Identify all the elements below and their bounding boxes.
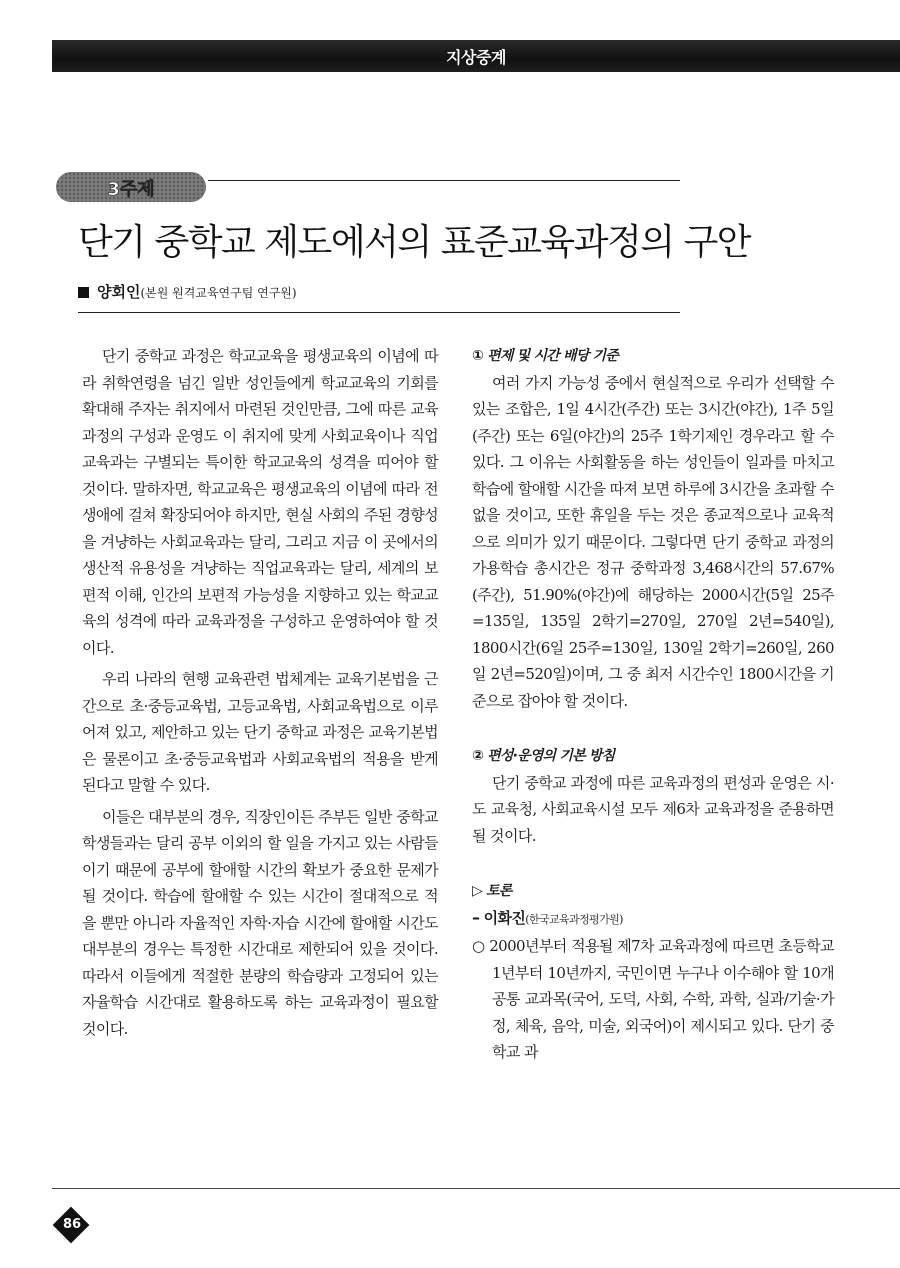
body-paragraph: 단기 중학교 과정에 따른 교육과정의 편성과 운영은 시·도 교육청, 사회교육시설 모두 제6차 교육과정을 준용하면 될 것이다. (472, 773, 834, 845)
speaker-name: 이화진 (483, 908, 526, 927)
footer-divider (52, 1188, 900, 1189)
byline-divider (78, 312, 680, 313)
byline (78, 281, 297, 302)
discussion-bullet: ○ 2000년부터 적용될 제7차 교육과정에 따르면 초등학교 1년부터 10년까지, 국민이면 누구나 이수해야 할 10개 공통 교과목(국어, 도덕, 사회, 수학, 과학, 실과/기술·가정, 체육, 음악, 미술, 외국어)이 제시되고 있다. 단기 중학교 과 (472, 937, 834, 1061)
speaker-affiliation: (한국교육과정평가원) (525, 912, 623, 926)
section-title: 지상중계 (446, 48, 506, 67)
author-name: 양회인 (97, 283, 141, 301)
body-paragraph: 우리 나라의 현행 교육관련 법체계는 교육기본법을 근간으로 초·중등교육법, 고등교육법, 사회교육법으로 이루어져 있고, 제안하고 있는 단기 중학교 과정은 교육기본법은 물론이고 초·중등교육법과 사회교육법의 적용을 받게 된다고 말할 수 있다. (82, 670, 438, 794)
section-header-bar (52, 40, 900, 72)
body-paragraph: 단기 중학교 과정은 학교교육을 평생교육의 이념에 따라 취학연령을 넘긴 일반 성인들에게 학교교육의 기회를 확대해 주자는 취지에서 마련된 것인만큼, 그에 따른 교육과정의 구성과 운영도 이 취지에 맞게 사회교육이나 직업교육과는 구별되는 특이한 학교교육의 성격을 띠어야 할 것이다. 말하자면, 학교교육은 평생교육의 이념에 따라 전생애에 걸쳐 확장되어야 하지만, 현실 사회의 주된 경향성을 겨냥하는 사회교육과는 달리, 그리고 지금 이 곳에서의 생산적 유용성을 겨냥하는 직업교육과는 달리, 세계의 보편적 이해, 인간의 보편적 가능성을 지향하고 있는 학교교육의 성격에 따라 교육과정을 구성하고 운영하여야 할 것이다. (82, 347, 438, 657)
author-affiliation: (본원 원격교육연구팀 연구원) (140, 286, 297, 300)
body-paragraph: 이들은 대부분의 경우, 직장인이든 주부든 일반 중학교 학생들과는 달리 공부 이외의 할 일을 가지고 있는 사람들이기 때문에 공부에 할애할 시간의 확보가 중요한 문제가 될 것이다. 학습에 할애할 수 있는 시간이 절대적으로 적을 뿐만 아니라 자율적인 자학·자습 시간에 할애할 시간도 대부분의 경우는 특정한 시간대로 제한되어 있을 것이다. 따라서 이들에게 적절한 분량의 학습량과 고정되어 있는 자율학습 시간대로 활용하도록 하는 교육과정이 필요할 것이다. (82, 807, 438, 1038)
speaker-dash: – (472, 907, 480, 927)
body-paragraph: 여러 가지 가능성 중에서 현실적으로 우리가 선택할 수 있는 조합은, 1일 4시간(주간) 또는 3시간(야간), 1주 5일(주간) 또는 6일(야간)의 25주 1학기제인 경우라고 할 수 있다. 그 이유는 사회활동을 하는 성인들이 일과를 마치고 학습에 할애할 시간을 따져 보면 하루에 3시간을 초과할 수 없을 것이고, 또한 휴일을 두는 것은 종교적으로나 교육적으로 의미가 있기 때문이다. 그렇다면 단기 중학교 과정의 가용학습 총시간은 정규 중학과정 3,468시간의 57.67%(주간), 51.90%(야간)에 해당하는 2000시간(5일 25주=135일, 135일 2학기=270일, 270일 2년=540일), 1800시간(6일 25주=130일, 130일 2학기=260일, 260일 2년=520일)이며, 그 중 최저 시간수인 1800시간을 기준으로 잡아야 할 것이다. (472, 373, 834, 710)
left-column (82, 343, 438, 1047)
section-heading: ② 편성·운영의 기본 방침 (472, 748, 615, 764)
discussion-heading: ▷ 토론 (472, 883, 512, 899)
article-title: 단기 중학교 제도에서의 표준교육과정의 구안 (78, 222, 751, 263)
topic-label: 3주제 (107, 179, 155, 200)
topic-badge (56, 172, 206, 202)
section-heading: ① 편제 및 시간 배당 기준 (472, 348, 618, 364)
topic-divider (208, 180, 680, 181)
speaker-line (472, 905, 834, 934)
page-number: 86 (62, 1217, 82, 1232)
right-column (472, 343, 834, 1066)
byline-square-icon (78, 287, 89, 298)
